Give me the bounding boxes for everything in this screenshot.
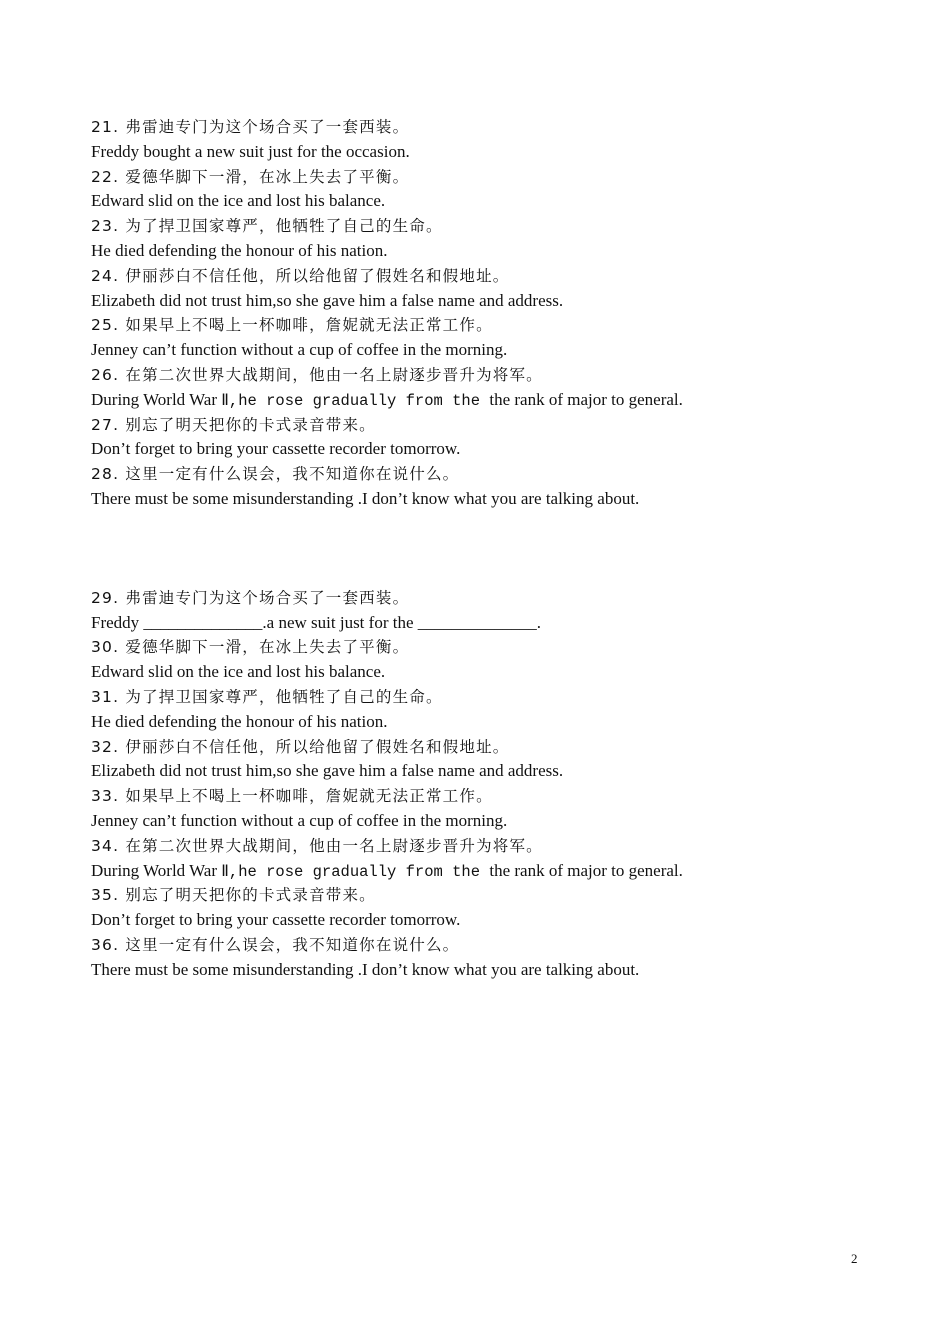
chinese-sentence-33: 33. 如果早上不喝上一杯咖啡，詹妮就无法正常工作。: [91, 787, 493, 806]
english-sentence-26-part-a: During World War: [91, 389, 222, 409]
chinese-sentence-34: 34. 在第二次世界大战期间，他由一名上尉逐步晋升为将军。: [91, 836, 543, 855]
english-sentence-35: Don’t forget to bring your cassette recorder tomorrow.: [91, 910, 461, 930]
english-sentence-25: Jenney can’t function without a cup of coffee in the morning.: [91, 340, 508, 360]
chinese-sentence-26: 26. 在第二次世界大战期间，他由一名上尉逐步晋升为将军。: [91, 365, 543, 384]
chinese-sentence-32: 32. 伊丽莎白不信任他，所以给他留了假姓名和假地址。: [91, 737, 510, 756]
chinese-sentence-23: 23. 为了捍卫国家尊严，他牺牲了自己的生命。: [91, 217, 443, 236]
english-sentence-22: Edward slid on the ice and lost his balance.: [91, 191, 386, 211]
english-sentence-26-part-c: the rank of major to general.: [489, 389, 683, 409]
english-sentence-26: [91, 388, 891, 413]
english-sentence-34-part-c: the rank of major to general.: [489, 860, 683, 880]
english-sentence-31: He died defending the honour of his nation.: [91, 711, 388, 731]
chinese-sentence-29: 29. 弗雷迪专门为这个场合买了一套西装。: [91, 588, 410, 607]
english-sentence-30: Edward slid on the ice and lost his balance.: [91, 662, 386, 682]
chinese-sentence-22: 22. 爱德华脚下一滑，在冰上失去了平衡。: [91, 167, 410, 186]
chinese-sentence-30: 30. 爱德华脚下一滑，在冰上失去了平衡。: [91, 638, 410, 657]
english-sentence-33: Jenney can’t function without a cup of coffee in the morning.: [91, 810, 508, 830]
english-sentence-29-fill-blank: Freddy ______________.a new suit just for the ______________.: [91, 612, 541, 632]
chinese-sentence-24: 24. 伊丽莎白不信任他，所以给他留了假姓名和假地址。: [91, 266, 510, 285]
page-number: 2: [851, 1251, 858, 1266]
chinese-sentence-36: 36. 这里一定有什么误会，我不知道你在说什么。: [91, 935, 460, 954]
english-sentence-23: He died defending the honour of his nation.: [91, 240, 388, 260]
chinese-sentence-27: 27. 别忘了明天把你的卡式录音带来。: [91, 415, 376, 434]
english-sentence-34-part-b: Ⅱ,he rose gradually from the: [221, 862, 490, 881]
english-sentence-34: [91, 859, 891, 884]
english-sentence-32: Elizabeth did not trust him,so she gave him a false name and address.: [91, 761, 564, 781]
english-sentence-26-part-b: Ⅱ,he rose gradually from the: [221, 391, 490, 410]
section-gap: [91, 512, 891, 586]
exercise-section-1: [91, 115, 891, 512]
english-sentence-34-part-a: During World War: [91, 860, 222, 880]
exercise-section-2: [91, 586, 891, 983]
chinese-sentence-35: 35. 别忘了明天把你的卡式录音带来。: [91, 886, 376, 905]
english-sentence-36: There must be some misunderstanding .I don’t know what you are talking about.: [91, 959, 640, 979]
english-sentence-28: There must be some misunderstanding .I don’t know what you are talking about.: [91, 488, 640, 508]
english-sentence-27: Don’t forget to bring your cassette recorder tomorrow.: [91, 439, 461, 459]
document-page: [91, 115, 891, 983]
chinese-sentence-31: 31. 为了捍卫国家尊严，他牺牲了自己的生命。: [91, 687, 443, 706]
chinese-sentence-21: 21. 弗雷迪专门为这个场合买了一套西装。: [91, 118, 410, 136]
english-sentence-24: Elizabeth did not trust him,so she gave him a false name and address.: [91, 290, 564, 310]
chinese-sentence-25: 25. 如果早上不喝上一杯咖啡，詹妮就无法正常工作。: [91, 316, 493, 335]
chinese-sentence-28: 28. 这里一定有什么误会，我不知道你在说什么。: [91, 465, 460, 484]
english-sentence-21: Freddy bought a new suit just for the occasion.: [91, 141, 410, 161]
